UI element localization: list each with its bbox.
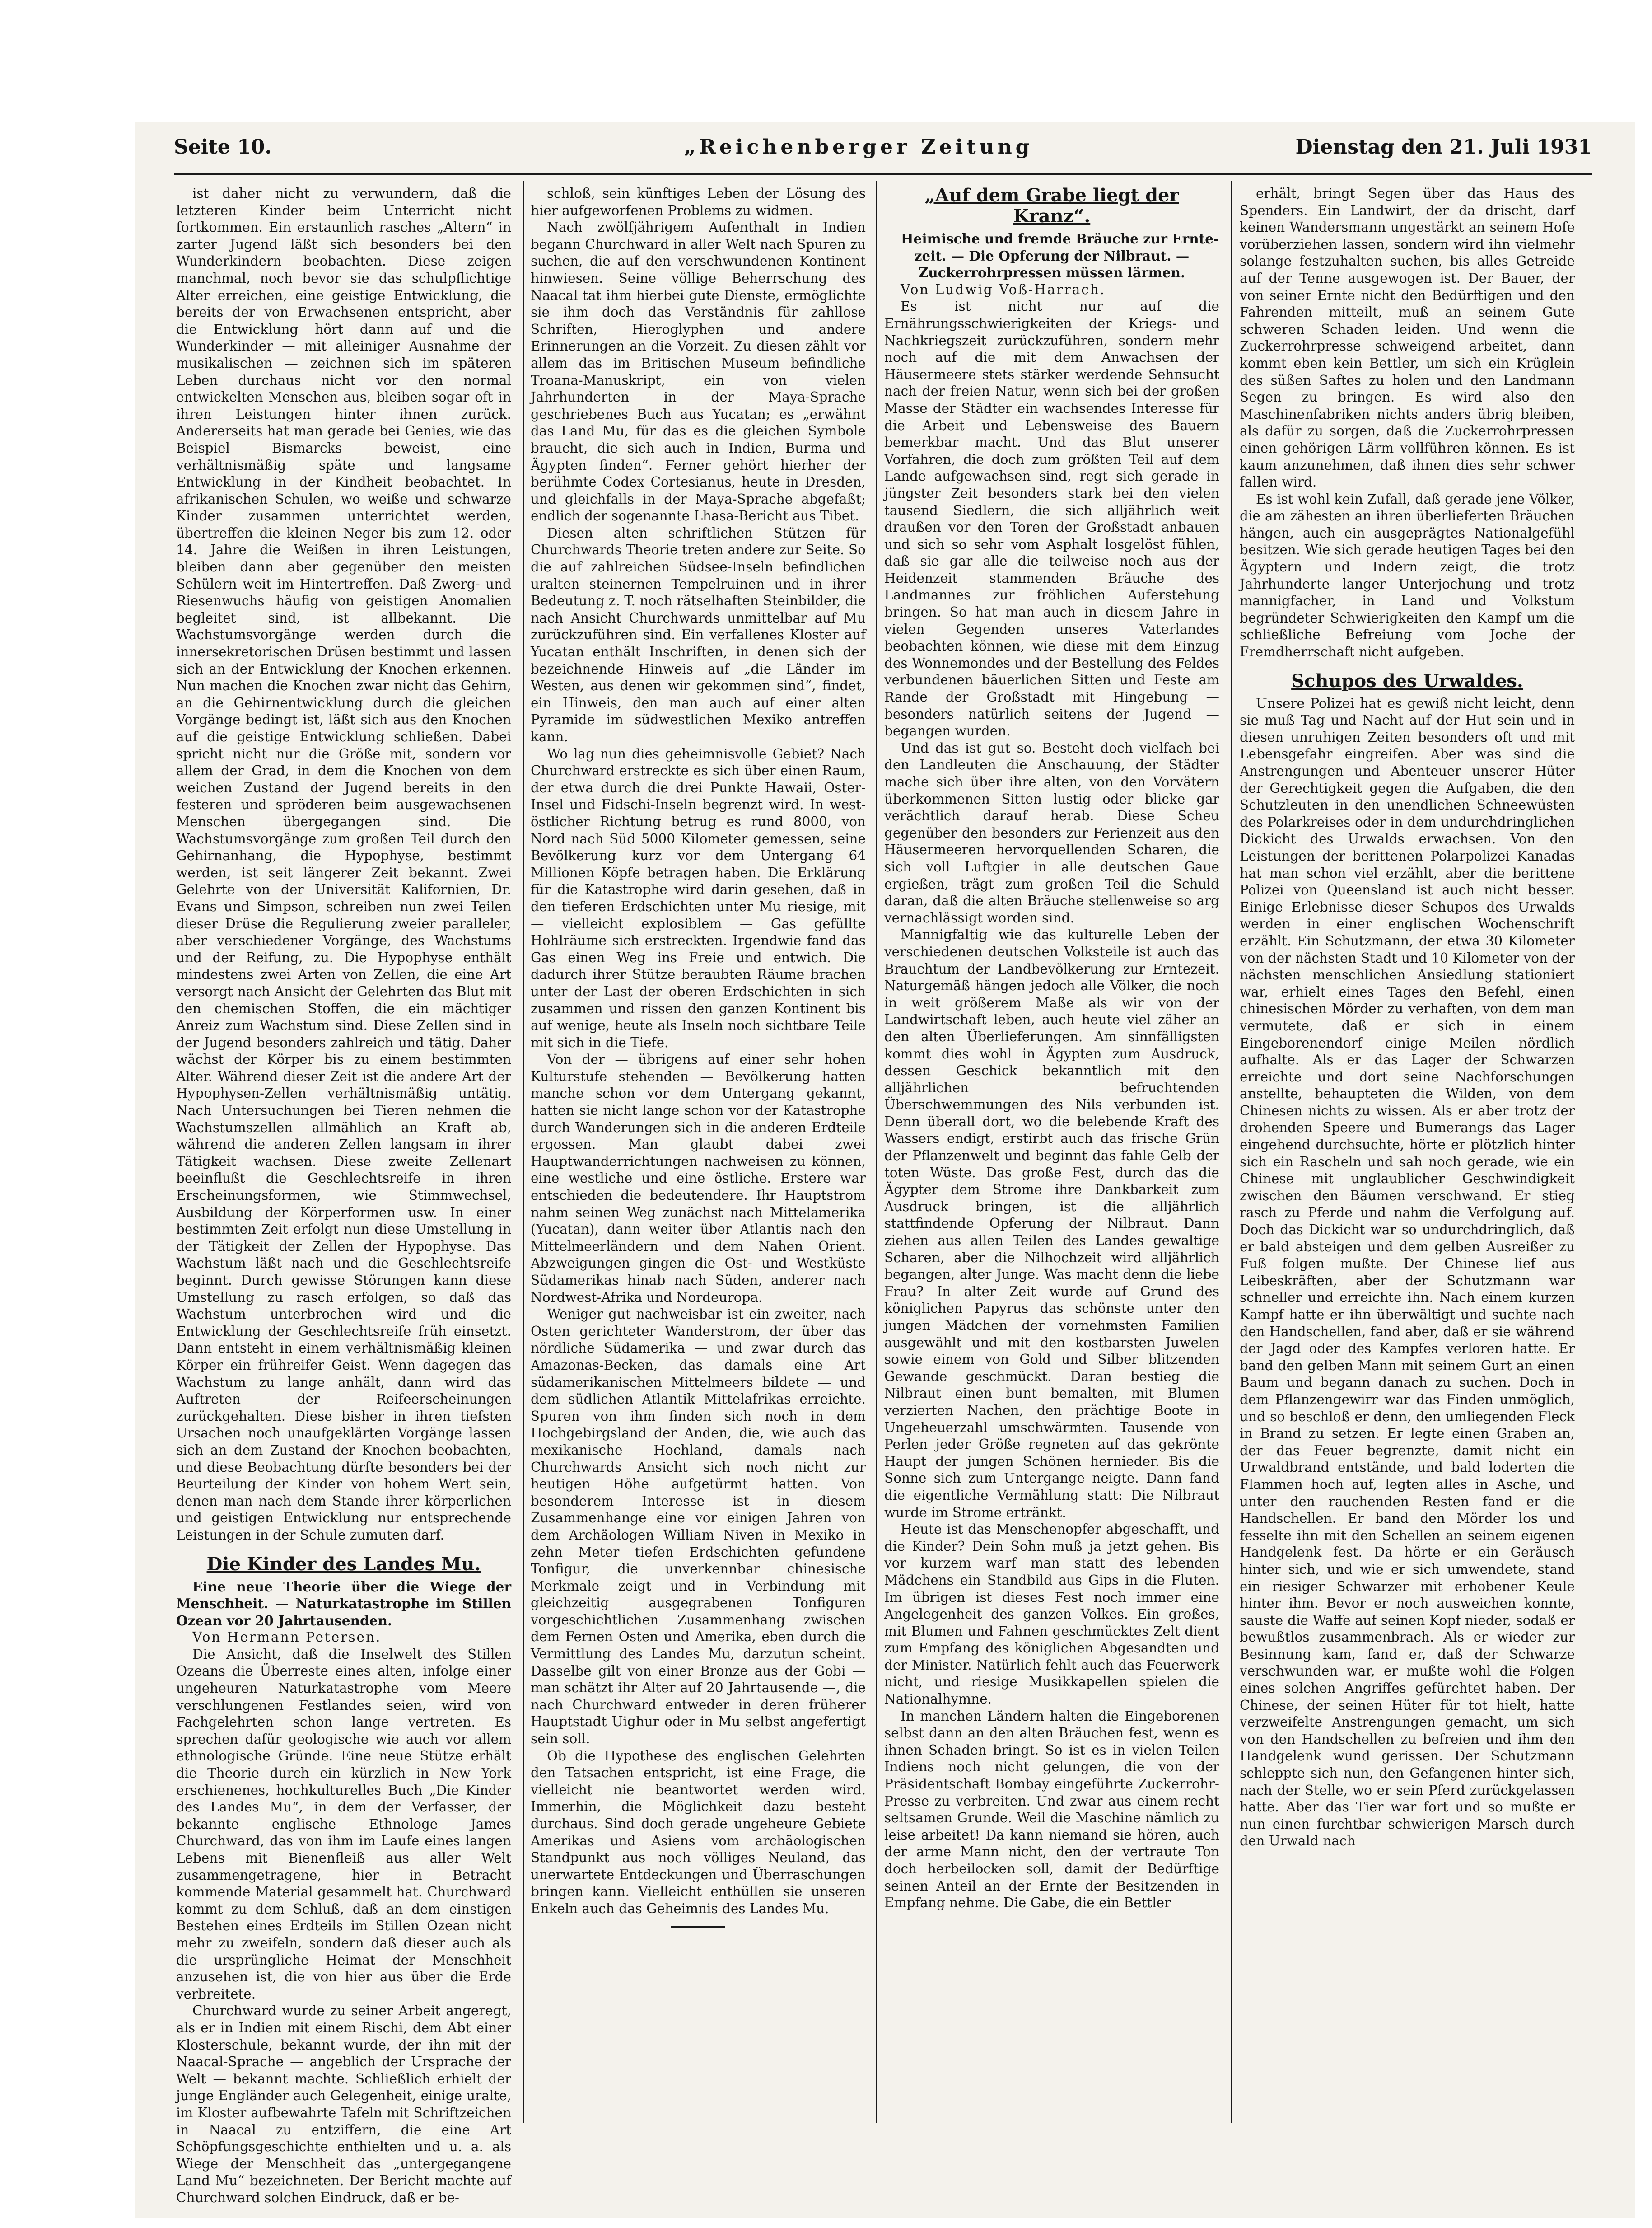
article-text: Unsere Polizei hat es gewiß nicht leicht, denn sie muß Tag und Nacht auf der Hut sein und in diesen unruhigen Zeiten besonders oft und mit Lebensgefahr eingreifen. Aber was sind die Anstrengungen und Abenteuer unserer Hüter der Gerechtigkeit gegen die Aufgaben, die den Schutzleuten in den unendlichen Schneewüsten des Polarkreises oder in dem undurchdringlichen Dickicht des Urwalds erwachsen. Von den Leistungen der berittenen Polarpolizei Kanadas hat man schon viel erzählt, aber die berittene Polizei von Queensland ist auch nicht besser. Einige Erlebnisse dieser Schupos des Urwalds werden in einer englischen Wochenschrift erzählt. Ein Schutzmann, der etwa 30 Kilometer von der nächsten Stadt und 10 Kilometer von der nächsten menschlichen Ansiedlung stationiert war, erhielt eines Tages den Befehl, einen chinesischen Mörder zu verhaften, von dem man vermutete, daß er sich in einem Eingeborenendorf einige Meilen nördlich aufhalte. Als er das Lager der Schwarzen erreichte und dort seine Nachforschungen anstellte, behaupteten die Wilden, von dem Chinesen nichts zu wissen. Als er aber trotz der drohenden Speere und Bumerangs das Lager eingehend durchsuchte, hörte er plötzlich hinter sich ein Rascheln und sah noch gerade, wie ein Chinese mit unglaublicher Geschwindigkeit zwischen den Bäumen verschwand. Er stieg rasch zu Pferde und nahm die Verfolgung auf. Doch das Dickicht war so undurchdringlich, daß er bald absteigen und dem gelben Ausreißer zu Fuß folgen mußte. Der Chinese lief aus Leibeskräften, aber der Schutzmann war schneller und erreichte ihn. Nach einem kurzen Kampf hatte er ihn überwältigt und suchte nach den Handschellen, fand aber, daß er sie während der Jagd oder des Kampfes verloren hatte. Er band den gelben Mann mit seinem Gurt an einen Baum und begann danach zu suchen. Doch in dem Pflanzengewirr war das Finden unmöglich, und so beschloß er denn, den umliegenden Fleck in Brand zu setzen. Er legte einen Graben an, der das Feuer begrenzte, damit nicht ein Urwaldbrand entstände, und bald loderten die Flammen hoch auf, legten alles in Asche, und unter den rauchenden Resten fand er die Handschellen. Er band den Mörder los und fesselte ihn mit den Schellen an seinem eigenen Handgelenk fest. Da hörte er ein Geräusch hinter sich, und wie er sich umwendete, stand ein riesiger Schwarzer mit erhobener Keule hinter ihm. Bevor er noch ausweichen konnte, sauste die Waffe auf seinen Kopf nieder, sodaß er bewußtlos zusammenbrach. Als er wieder zur Besinnung kam, fand er, daß der Schwarze verschwunden war, er mußte wohl die Folgen eines solchen Angriffes gefürchtet haben. Der Chinese, der seinen Hüter für tot hielt, hatte verzweifelte Anstrengungen gemacht, um sich von den Handschellen zu befreien und ihm den Handgelenk wund gerissen. Der Schutzmann schleppte sich nun, den Gefangenen hinter sich, nach der Stelle, wo er sein Pferd zurückgelassen hatte. Aber das Tier war fort und so mußte er nun einen furchtbar schwierigen Marsch durch den Urwald nach — [1240, 695, 1575, 1849]
article-text: Es ist nicht nur auf die Ernährungsschwierigkeiten der Kriegs- und Nachkriegszeit zurückzuführen, sondern mehr noch auf die mit dem Anwachsen der Häusermeere stets stärker werdende Sehnsucht nach der freien Natur, wenn sich bei der großen Masse der Städter ein wachsendes Interesse für die Arbeit und Lebensweise des Bauern bemerkbar macht. Und das Blut unserer Vorfahren, die doch zum größten Teil auf dem Lande aufgewachsen sind, regt sich gerade in jüngster Zeit besonders stark bei den vielen tausend Siedlern, die sich alljährlich weit draußen vor den Toren der Großstadt anbauen und sich so sehr vom Asphalt losgelöst fühlen, daß sie gar alle die teilweise noch aus der Heidenzeit stammenden Bräuche des Landmannes zur fröhlichen Auferstehung bringen. So hat man auch in diesem Jahre in vielen Gegenden unseres Vaterlandes beobachten können, wie diese mit dem Einzug des Wonnemondes und der Bestellung des Feldes verbundenen bäuerlichen Sitten und Feste am Rande der Großstadt mit Hingebung — besonders natürlich seitens der Jugend — begangen wurden. — [884, 299, 1219, 739]
article-title-kranz: „Auf dem Grabe liegt der Kranz“. — [924, 185, 1179, 227]
article-text: schloß, sein künftiges Leben der Lösung des hier aufgeworfenen Problems zu widmen. — [531, 186, 866, 218]
newspaper-title: „Reichenberger Zeitung — [684, 136, 1033, 159]
article-text: Nach zwölfjährigem Aufenthalt in Indien begann Churchward in aller Welt nach Spuren zu suchen, die auf den verschwundenen Kontinent hinwiesen. Seine völlige Beherrschung des Naacal tat ihm hierbei gute Dienste, ermöglichte sie ihm doch das Verständnis für zahllose Schriften, Hieroglyphen und andere Erinnerungen an die Vorzeit. Zu diesen zählt vor allem das im Britischen Museum befindliche Troana-Manuskript, ein von vielen Jahrhunderten in der Maya-Sprache geschriebenes Buch aus Yucatan; es „erwähnt das Land Mu, für das es die gleichen Symbole braucht, die sich auch in Indien, Burma und Ägypten finden“. Ferner gehört hierher der berühmte Codex Cortesianus, heute in Dresden, und gleichfalls in der Maya-Sprache abgefaßt; endlich der sogenannte Lhasa-Bericht aus Tibet. — [531, 220, 866, 524]
column-1 — [176, 185, 511, 2205]
article-text: erhält, bringt Segen über das Haus des Spenders. Ein Landwirt, der da drischt, darf keinen Wandersmann ungestärkt an seinem Hofe vorüberziehen lassen, sondern wird ihn vielmehr solange festzuhalten suchen, bis alles Getreide auf der Tenne ausgewogen ist. Der Bauer, der von seiner Ernte nicht den Bedürftigen und den Fahrenden mitteilt, muß an seinem Gute schweren Schaden leiden. Und wenn die Zuckerrohrpresse schweigend arbeitet, dann kommt eben kein Bettler, um sich ein Krüglein des süßen Saftes zu holen und den Landmann Segen zu bringen. Es wird also den Maschinenfabriken nichts anders übrig bleiben, als dafür zu sorgen, daß die Zuckerrohrpressen einen gehörigen Lärm vollführen können. Es ist kaum anzunehmen, daß ihnen dies sehr schwer fallen wird. — [1240, 186, 1575, 490]
article-text: Weniger gut nachweisbar ist ein zweiter, nach Osten gerichteter Wanderstrom, der über das nördliche Südamerika — und zwar durch das Amazonas-Becken, das damals eine Art südamerikanischen Mittelmeers bildete — und dem südlichen Atlantik Mittelafrikas erreichte. Spuren von ihm finden sich noch in dem Hochgebirgsland der Anden, die, wie auch das mexikanische Hochland, damals nach Churchwards Ansicht sich noch nicht zur heutigen Höhe aufgetürmt hatten. Von besonderem Interesse ist in diesem Zusammenhange eine vor einigen Jahren von dem Archäologen William Niven in Mexiko in zehn Meter tiefen Erdschichten gefundene Tonfigur, die unverkennbar chinesische Merkmale zeigt und in Verbindung mit gleichzeitig ausgegrabenen Tonfiguren vorgeschichtlichen Zusammenhang zwischen dem Fernen Osten und Amerika, eben durch die Vermittlung des Landes Mu, darzutun scheint. Dasselbe gilt von einer Bronze aus der Gobi — man schätzt ihr Alter auf 20 Jahrtausende —, die nach Churchward entweder in deren früherer Hauptstadt Uighur oder in Mu selbst angefertigt sein soll. — [531, 1306, 866, 1747]
article-text: Mannigfaltig wie das kulturelle Leben der verschiedenen deutschen Volksteile ist auch das Brauchtum der Landbevölkerung zur Erntezeit. Naturgemäß hängen jedoch alle Völker, die noch in weit größerem Maße als wir von der Landwirtschaft leben, auch heute viel zäher an den alten Überlieferungen. Am sinnfälligsten kommt dies wohl in Ägypten zum Ausdruck, dessen Geschick bekanntlich mit den alljährlichen befruchtenden Überschwemmungen des Nils verbunden ist. Denn überall dort, wo die belebende Kraft des Wassers endigt, erstirbt auch das frische Grün der Pflanzenwelt und beginnt das fahle Gelb der toten Wüste. Das große Fest, durch das die Ägypter dem Strome ihre Dankbarkeit zum Ausdruck bringen, ist die alljährlich stattfindende Opferung der Nilbraut. Dann ziehen aus allen Teilen des Landes gewaltige Scharen, aber die Nilhochzeit wird alljährlich begangen, alter Junge. Was macht denn die liebe Frau? In alter Zeit wurde auf Grund des königlichen Papyrus das schönste unter den jungen Mädchen der vornehmsten Familien ausgewählt und mit den kostbarsten Juwelen sowie einem von Gold und Silber blitzenden Gewande geschmückt. Daran bestieg die Nilbraut einen bunt bemalten, mit Blumen verzierten Nachen, den prächtige Boote in Ungeheuerzahl umschwärmten. Tausende von Perlen jeder Größe regneten auf das gekrönte Haupt der jungen Schönen hernieder. Bis die Sonne sich zum Untergange neigte. Dann fand die eigentliche Vermählung statt: Die Nilbraut wurde im Strome ertränkt. — [884, 927, 1219, 1520]
article-text: Ob die Hypothese des englischen Gelehrten den Tatsachen entspricht, ist eine Frage, die vielleicht nie beantwortet werden wird. Immerhin, die Möglichkeit dazu besteht durchaus. Sind doch gerade ungeheure Gebiete Amerikas und Asiens vom archäologischen Standpunkt aus noch völliges Neuland, das unerwartete Entdeckungen und Überraschungen bringen kann. Vielleicht enthüllen sie unseren Enkeln auch das Geheimnis des Landes Mu. — [531, 1748, 866, 1916]
article-text: In manchen Ländern halten die Eingeborenen selbst dann an den alten Bräuchen fest, wenn es ihnen Schaden bringt. So ist es in vielen Teilen Indiens noch nicht gelungen, die von der Präsidentschaft Bombay eingeführte Zuckerrohr-Presse zu verbreiten. Und zwar aus einem recht seltsamen Grunde. Weil die Maschine nämlich zu leise arbeitet! Da kann niemand sie hören, auch der arme Mann nicht, den der vertraute Ton doch herbeilocken soll, damit der Bedürftige seinen Anteil an der Ernte der Besitzenden in Empfang nehme. Die Gabe, die ein Bettler — [884, 1708, 1219, 1911]
article-text: Von der — übrigens auf einer sehr hohen Kulturstufe stehenden — Bevölkerung hatten manche schon vor dem Untergang gekannt, hatten sie nicht lange schon vor der Katastrophe durch Wanderungen sich in die anderen Erdteile ergossen. Man glaubt dabei zwei Hauptwanderrichtungen nachweisen zu können, eine westliche und eine östliche. Erstere war entschieden die bedeutendere. Ihr Hauptstrom nahm seinen Weg zunächst nach Mittelamerika (Yucatan), dann weiter über Atlantis nach den Mittelmeerländern und dem Nahen Orient. Abzweigungen gingen die Ost- und Westküste Südamerikas hinab nach Süden, anderer nach Nordwest-Afrika und Nordeuropa. — [531, 1052, 866, 1305]
article-text: Heute ist das Menschenopfer abgeschafft, und die Kinder? Dein Sohn muß ja jetzt gehen. Bis vor kurzem warf man statt des lebenden Mädchens ein Standbild aus Gips in die Fluten. Im übrigen ist dieses Fest noch immer eine Angelegenheit des ganzen Volkes. Ein großes, mit Blumen und Fahnen geschmücktes Zelt dient zum Empfang des königlichen Abgesandten und der Minister. Natürlich fehlt auch das Feuerwerk nicht, und riesige Musikkapellen spielen die Nationalhymne. — [884, 1521, 1219, 1707]
article-text: Und das ist gut so. Besteht doch vielfach bei den Landleuten die Anschauung, der Städter mache sich über ihre alten, von den Vorvätern überkommenen Sitten lustig oder blicke gar verächtlich darauf herab. Diese Scheu gegenüber den besonders zur Ferienzeit aus den Häusermeeren hervorquellenden Scharen, die sich voll Luftgier in alle deutschen Gaue ergießen, trägt zum großen Teil die Schuld daran, daß die alten Bräuche stellenweise so arg vernachlässigt worden sind. — [884, 740, 1219, 926]
article-text: Diesen alten schriftlichen Stützen für Churchwards Theorie treten andere zur Seite. So die auf zahlreichen Südsee-Inseln befindlichen uralten steinernen Tempelruinen und in ihrer Bedeutung z. T. noch rätselhaften Steinbilder, die nach Ansicht Churchwards unmittelbar auf Mu zurückzuführen sind. Ein verfallenes Kloster auf Yucatan enthält Inschriften, in denen sich der bezeichnende Hinweis auf „die Länder im Westen, aus denen wir gekommen sind“, findet, ein Hinweis, den man auch auf einer alten Pyramide im südwestlichen Mexiko antreffen kann. — [531, 525, 866, 744]
column-2 — [531, 185, 866, 2128]
column-4 — [1240, 185, 1575, 2128]
column-3 — [884, 185, 1219, 2128]
article-text: Die Ansicht, daß die Inselwelt des Stillen Ozeans die Überreste eines alten, infolge einer ungeheuren Naturkatastrophe vom Meere verschlungenen Festlandes seien, wird von Fachgelehrten schon lange vertreten. Es sprechen dafür geologische wie auch vor allem ethnologische Gründe. Eine neue Stütze erhält die Theorie durch ein kürzlich in New York erschienenes, hochkulturelles Buch „Die Kinder des Landes Mu“, in dem der Verfasser, der bekannte englische Ethnologe James Churchward, das von ihm im Laufe eines langen Lebens mit Bienenfleiß aus aller Welt zusammengetragene, hier in Betracht kommende Material gesammelt hat. Churchward kommt zu dem Schluß, daß an dem einstigen Bestehen eines Erdteils im Stillen Ozean nicht mehr zu zweifeln, sondern daß dieser auch als die ursprüngliche Heimat der Menschheit anzusehen ist, die von hier aus über die Erde verbreitete. — [176, 1646, 511, 2002]
article-author: Von Hermann Petersen. — [192, 1629, 382, 1645]
article-subtitle: Eine neue Theorie über die Wiege der Menschheit. — Naturkatastrophe im Stillen Ozean vor 20 Jahrtausenden. — [176, 1578, 511, 1629]
header-rule — [174, 173, 1592, 175]
article-text: Churchward wurde zu seiner Arbeit angeregt, als er in Indien mit einem Rischi, dem Abt einer Klosterschule, bekannt wurde, der ihn mit der Naacal-Sprache — angeblich der Ursprache der Welt — bekannt machte. Schließlich erhielt der junge Engländer auch Gelegenheit, einige uralte, im Kloster aufbewahrte Tafeln mit Schriftzeichen in Naacal zu entziffern, die eine Art Schöpfungsgeschichte enthielten und u. a. als Wiege der Menschheit das „untergegangene Land Mu“ bezeichneten. Der Bericht machte auf Churchward solchen Eindruck, daß er be- — [176, 2003, 511, 2205]
page-header — [174, 136, 1592, 167]
article-title-mu: Die Kinder des Landes Mu. — [206, 1553, 481, 1575]
article-text: Wo lag nun dies geheimnisvolle Gebiet? Nach Churchward erstreckte es sich über einen Raum, der etwa durch die drei Punkte Hawaii, Oster-Insel und Fidschi-Inseln begrenzt wird. In west-östlicher Richtung betrug es rund 8000, von Nord nach Süd 5000 Kilometer gemessen, seine Bevölkerung kurz vor dem Untergang 64 Millionen Köpfe betragen haben. Die Erklärung für die Katastrophe wird darin gesehen, daß in den tieferen Erdschichten unter Mu riesige, mit — vielleicht explosiblem — Gas gefüllte Hohlräume sich erstreckten. Irgendwie fand das Gas einen Weg ins Freie und entwich. Die dadurch ihrer Stütze beraubten Räume brachen unter der Last der oberen Erdschichten in sich zusammen und rissen den ganzen Kontinent bis auf wenige, heute als Inseln noch sichtbare Teile mit sich in die Tiefe. — [531, 746, 866, 1050]
article-title-schupos: Schupos des Urwaldes. — [1291, 670, 1523, 692]
article-text: Es ist wohl kein Zufall, daß gerade jene Völker, die am zähesten an ihren überlieferten Bräuchen hängen, auch ein ausgeprägtes Nationalgefühl besitzen. Wie sich gerade heutigen Tages bei den Ägyptern und Indern zeigt, die trotz Jahrhunderte langer Unterjochung und trotz mannigfacher, in Land und Volkstum begründeter Schwierigkeiten den Kampf um die schließliche Befreiung vom Joche der Fremdherrschaft nicht aufgeben. — [1240, 491, 1575, 660]
issue-date: Dienstag den 21. Juli 1931 — [1295, 136, 1592, 159]
article-author: Von Ludwig Voß-Harrach. — [901, 281, 1106, 297]
column-rule-1 — [523, 181, 524, 2123]
column-rule-3 — [1231, 181, 1232, 2123]
page-number: Seite 10. — [174, 136, 272, 159]
column-rule-2 — [876, 181, 877, 2123]
article-text: ist daher nicht zu verwundern, daß die letzteren Kinder beim Unterricht nicht fortkommen. Ein erstaunlich rasches „Altern“ in zarter Jugend läßt sich besonders bei den Wunderkindern beobachten. Diese zeigen manchmal, noch bevor sie das schulpflichtige Alter erreichen, eine geistige Entwicklung, die bereits der von Erwachsenen entspricht, aber die Entwicklung hört dann auf und die Wunderkinder — mit alleiniger Ausnahme der musikalischen — zeichnen sich im späteren Leben durchaus nicht vor den normal entwickelten Menschen aus, bleiben sogar oft in ihren Leistungen hinter ihnen zurück. Andererseits hat man gerade bei Genies, wie das Beispiel Bismarcks beweist, eine verhältnismäßig späte und langsame Entwicklung in der Kindheit beobachtet. In afrikanischen Schulen, wo weiße und schwarze Kinder zusammen unterrichtet werden, übertreffen die kleinen Neger bis zum 12. oder 14. Jahre die Weißen in ihren Leistungen, bleiben dann aber gegenüber den meisten Schülern weit im Hintertreffen. Daß Zwerg- und Riesenwuchs häufig von geistigen Anomalien begleitet sind, ist allbekannt. Die Wachstumsvorgänge werden durch die innersekretorischen Drüsen bestimmt und lassen sich an der Entwicklung der Knochen erkennen. Nun machen die Knochen zwar nicht das Gehirn, an die Gehirnentwicklung durch die gleichen Vorgänge bedingt ist, läßt sich aus den Knochen auf die geistige Entwicklung schließen. Dabei spricht nicht nur die Größe mit, sondern vor allem der Grad, in dem die Knochen von dem weichen Zustand der Jugend bereits in den festeren und spröderen beim ausgewachsenen Menschen übergegangen sind. Die Wachstumsvorgänge zum großen Teil durch den Gehirnanhang, die Hypophyse, bestimmt werden, ist seit längerer Zeit bekannt. Zwei Gelehrte von der Universität Kalifornien, Dr. Evans und Simpson, schreiben nun zwei Teilen dieser Drüse die Regulierung zweier paralleler, aber verschiedener Vorgänge, des Wachstums und der Reifung, zu. Die Hypophyse enthält mindestens zwei Arten von Zellen, die eine Art versorgt nach Ansicht der Gelehrten das Blut mit den chemischen Stoffen, die ein mächtiger Anreiz zum Wachstum sind. Diese Zellen sind in der Jugend besonders zahlreich und tätig. Daher wächst der Körper bis zu einem bestimmten Alter. Während dieser Zeit ist die andere Art der Hypophysen-Zellen verhältnismäßig untätig. Nach Untersuchungen bei Tieren nehmen die Wachstumszellen allmählich an Kraft ab, während die anderen Zellen langsam in ihrer Tätigkeit wachsen. Diese zweite Zellenart beeinflußt die Geschlechtsreife in ihren Erscheinungsformen, wie Stimmwechsel, Ausbildung der Körperformen usw. In einer bestimmten Zeit erfolgt nun diese Umstellung in der Tätigkeit der Zellen der Hypophyse. Das Wachstum läßt nach und die Geschlechtsreife beginnt. Durch gewisse Störungen kann diese Umstellung zu rasch erfolgen, so daß das Wachstum unterbrochen wird und die Entwicklung der Geschlechtsreife früh einsetzt. Dann entsteht in einem verhältnismäßig kleinen Körper ein frühreifer Geist. Wenn dagegen das Wachstum zu lange anhält, dann wird das Auftreten der Reifeerscheinungen zurückgehalten. Diese bisher in ihren tiefsten Ursachen noch unaufgeklärten Vorgänge lassen sich an dem Zustand der Knochen beobachten, und diese Beobachtung dürfte besonders bei der Beurteilung der Kinder von hohem Wert sein, denen man nach dem Stande ihrer körperlichen und geistigen Entwicklung nur entsprechende Leistungen in der Schule zumuten darf. — [176, 186, 511, 1543]
article-end-rule — [671, 1926, 725, 1928]
article-subtitle: Heimische und fremde Bräuche zur Ernte-zeit. — Die Opferung der Nilbraut. — Zuckerrohrpressen müssen lärmen. — [901, 231, 1219, 281]
